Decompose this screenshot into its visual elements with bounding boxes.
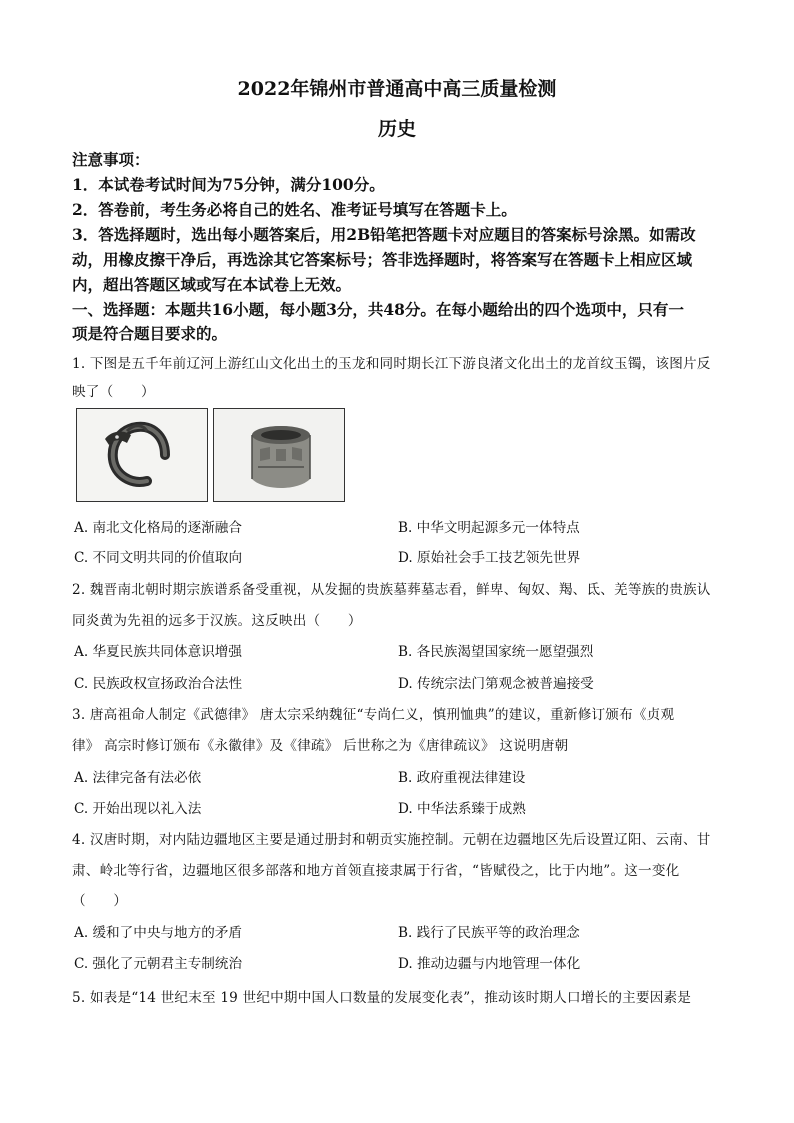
- jade-bracelet-image: [213, 408, 345, 502]
- jade-dragon-image: [76, 408, 208, 502]
- question-1-option-b: B. 中华文明起源多元一体特点: [398, 520, 580, 536]
- question-1-stem: 映了（ ）: [72, 384, 155, 400]
- question-3-option-c: C. 开始出现以礼入法: [74, 801, 202, 817]
- question-4-option-d: D. 推动边疆与内地管理一体化: [398, 956, 581, 972]
- notice-item: 内，超出答题区域或写在本试卷上无效。: [72, 275, 352, 294]
- question-2-option-b: B. 各民族渴望国家统一愿望强烈: [398, 644, 594, 660]
- section-heading: 项是符合题目要求的。: [72, 324, 228, 343]
- question-4-option-c: C. 强化了元朝君主专制统治: [74, 956, 243, 972]
- subject-title: 历史: [377, 118, 416, 140]
- notice-item: 2．答卷前，考生务必将自己的姓名、准考证号填写在答题卡上。: [72, 200, 517, 219]
- notice-item: 3．答选择题时，选出每小题答案后，用2B铅笔把答题卡对应题目的答案标号涂黑。如需改: [72, 225, 696, 244]
- exam-title: 2022年锦州市普通高中高三质量检测: [237, 78, 557, 100]
- question-2-stem: 2. 魏晋南北朝时期宗族谱系备受重视，从发掘的贵族墓葬墓志看，鲜卑、匈奴、羯、氐、羌等族的贵族认: [72, 582, 711, 598]
- question-2-option-c: C. 民族政权宣扬政治合法性: [74, 676, 243, 692]
- question-3-option-b: B. 政府重视法律建设: [398, 770, 526, 786]
- question-3-option-a: A. 法律完备有法必依: [74, 770, 202, 786]
- notice-item: 1．本试卷考试时间为75分钟，满分100分。: [72, 175, 385, 194]
- question-1-option-a: A. 南北文化格局的逐渐融合: [74, 520, 242, 536]
- question-2-stem: 同炎黄为先祖的远多于汉族。这反映出（ ）: [72, 613, 362, 629]
- section-heading: 一、选择题：本题共16小题，每小题3分，共48分。在每小题给出的四个选项中，只有一: [72, 300, 684, 319]
- question-4-stem: 肃、岭北等行省，边疆地区很多部落和地方首领直接隶属于行省，“皆赋役之，比于内地”。这一变化: [72, 863, 680, 879]
- notice-item: 动，用橡皮擦干净后，再选涂其它答案标号；答非选择题时，将答案写在答题卡上相应区域: [72, 250, 693, 269]
- question-4-option-b: B. 践行了民族平等的政治理念: [398, 925, 580, 941]
- question-4-option-a: A. 缓和了中央与地方的矛盾: [74, 925, 242, 941]
- question-2-option-a: A. 华夏民族共同体意识增强: [74, 644, 242, 660]
- question-4-stem: （ ）: [72, 893, 128, 909]
- notice-heading: 注意事项：: [72, 150, 150, 169]
- question-4-stem: 4. 汉唐时期，对内陆边疆地区主要是通过册封和朝贡实施控制。元朝在边疆地区先后设置辽阳、云南、甘: [72, 832, 711, 848]
- question-2-option-d: D. 传统宗法门第观念被普遍接受: [398, 676, 594, 692]
- question-3-stem: 3. 唐高祖命人制定《武德律》 唐太宗采纳魏征“专尚仁义，慎刑恤典”的建议，重新修订颁布《贞观: [72, 707, 675, 723]
- question-1-option-c: C. 不同文明共同的价值取向: [74, 550, 243, 566]
- question-5-stem: 5. 如表是“14 世纪末至 19 世纪中期中国人口数量的发展变化表”，推动该时期人口增长的主要因素是: [72, 990, 692, 1006]
- question-3-stem: 律》 高宗时修订颁布《永徽律》及《律疏》 后世称之为《唐律疏议》 这说明唐朝: [72, 738, 569, 754]
- question-1-stem: 1. 下图是五千年前辽河上游红山文化出土的玉龙和同时期长江下游良渚文化出土的龙首纹玉镯，该图片反: [72, 356, 711, 372]
- question-3-option-d: D. 中华法系臻于成熟: [398, 801, 526, 817]
- question-1-option-d: D. 原始社会手工技艺领先世界: [398, 550, 581, 566]
